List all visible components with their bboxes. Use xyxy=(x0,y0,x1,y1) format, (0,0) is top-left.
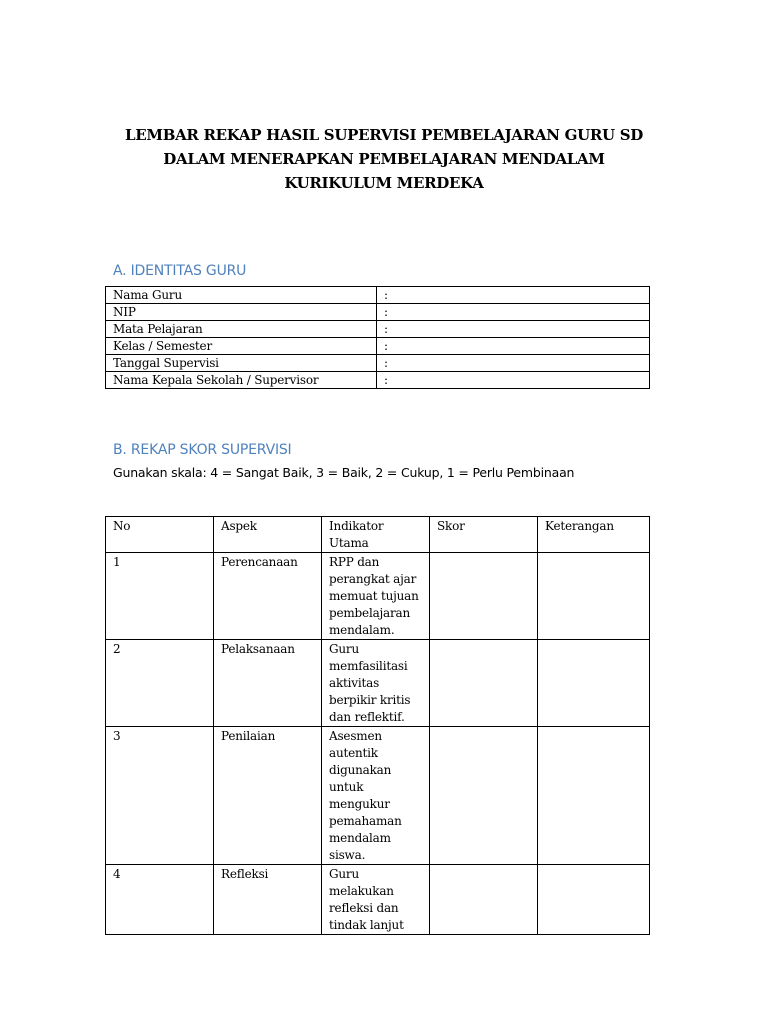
keterangan-field[interactable] xyxy=(538,865,650,935)
identity-table xyxy=(105,286,650,389)
identity-label: Kelas / Semester xyxy=(106,338,377,355)
document-title xyxy=(0,123,768,195)
title-line-3: KURIKULUM MERDEKA xyxy=(284,174,484,192)
score-field[interactable] xyxy=(430,865,538,935)
row-aspek: Pelaksanaan xyxy=(214,640,322,727)
row-indikator: Guru melakukan refleksi dan tindak lanjut xyxy=(322,865,430,935)
identity-label: Nama Kepala Sekolah / Supervisor xyxy=(106,372,377,389)
row-aspek: Penilaian xyxy=(214,727,322,865)
identity-value-field[interactable]: : xyxy=(377,355,650,372)
keterangan-field[interactable] xyxy=(538,727,650,865)
table-row xyxy=(106,553,650,640)
title-line-2: DALAM MENERAPKAN PEMBELAJARAN MENDALAM xyxy=(163,150,605,168)
table-row xyxy=(106,727,650,865)
table-row xyxy=(106,640,650,727)
row-no: 4 xyxy=(106,865,214,935)
table-header-row xyxy=(106,517,650,553)
table-row xyxy=(106,304,650,321)
row-aspek: Perencanaan xyxy=(214,553,322,640)
section-heading-rekap-skor: B. REKAP SKOR SUPERVISI xyxy=(113,442,292,458)
table-row xyxy=(106,355,650,372)
section-heading-identitas: A. IDENTITAS GURU xyxy=(113,263,247,279)
row-no: 1 xyxy=(106,553,214,640)
row-no: 3 xyxy=(106,727,214,865)
identity-label: Tanggal Supervisi xyxy=(106,355,377,372)
score-field[interactable] xyxy=(430,727,538,865)
table-row xyxy=(106,338,650,355)
identity-value-field[interactable]: : xyxy=(377,372,650,389)
header-indikator: Indikator Utama xyxy=(322,517,430,553)
score-field[interactable] xyxy=(430,640,538,727)
keterangan-field[interactable] xyxy=(538,640,650,727)
table-row xyxy=(106,865,650,935)
header-aspek: Aspek xyxy=(214,517,322,553)
title-line-1: LEMBAR REKAP HASIL SUPERVISI PEMBELAJARAN GURU SD xyxy=(125,126,643,144)
identity-label: Nama Guru xyxy=(106,287,377,304)
keterangan-field[interactable] xyxy=(538,553,650,640)
header-no: No xyxy=(106,517,214,553)
header-keterangan: Keterangan xyxy=(538,517,650,553)
row-indikator: Guru memfasilitasi aktivitas berpikir kritis dan reflektif. xyxy=(322,640,430,727)
row-aspek: Refleksi xyxy=(214,865,322,935)
identity-label: NIP xyxy=(106,304,377,321)
row-indikator: Asesmen autentik digunakan untuk mengukur pemahaman mendalam siswa. xyxy=(322,727,430,865)
scale-note: Gunakan skala: 4 = Sangat Baik, 3 = Baik, 2 = Cukup, 1 = Perlu Pembinaan xyxy=(113,465,575,480)
table-row xyxy=(106,372,650,389)
identity-value-field[interactable]: : xyxy=(377,287,650,304)
row-no: 2 xyxy=(106,640,214,727)
identity-value-field[interactable]: : xyxy=(377,304,650,321)
header-skor: Skor xyxy=(430,517,538,553)
score-field[interactable] xyxy=(430,553,538,640)
identity-value-field[interactable]: : xyxy=(377,338,650,355)
identity-value-field[interactable]: : xyxy=(377,321,650,338)
row-indikator: RPP dan perangkat ajar memuat tujuan pembelajaran mendalam. xyxy=(322,553,430,640)
identity-label: Mata Pelajaran xyxy=(106,321,377,338)
table-row xyxy=(106,287,650,304)
score-table xyxy=(105,516,650,935)
table-row xyxy=(106,321,650,338)
